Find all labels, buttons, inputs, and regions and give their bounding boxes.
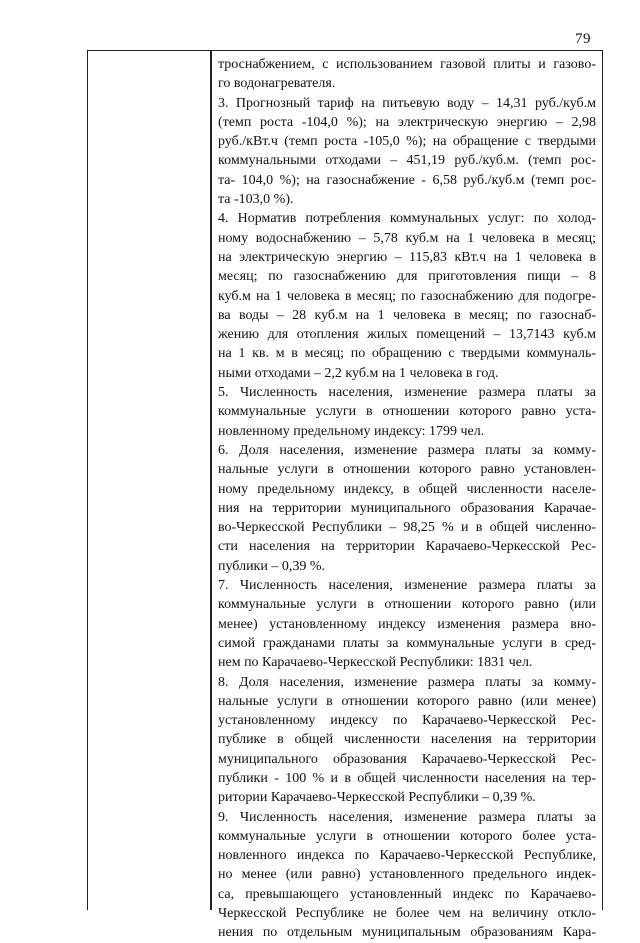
text-line: нения по отдельным муниципальным образованиям Кара- <box>218 925 596 941</box>
text-line: ния на территории муниципального образования Карачае- <box>218 500 596 516</box>
text-line: коммунальными отходами – 451,19 руб./куб.м. (темп рос- <box>218 153 596 169</box>
text-line: коммунальные услуги в отношении которого равно уста- <box>218 404 596 420</box>
text-line: ритории Карачаево-Черкесской Республики – 0,39 %. <box>218 790 536 806</box>
text-line: публики – 0,39 %. <box>218 558 326 574</box>
text-line: симой гражданами платы за коммунальные услуги в сред- <box>218 635 596 651</box>
text-line: та- 104,0 %); на газоснабжение - 6,58 руб./куб.м (темп рос- <box>218 172 596 188</box>
text-line: коммунальные услуги в отношении которого равно (или <box>218 597 596 613</box>
text-line: новленному предельному индексу: 1799 чел. <box>218 423 485 439</box>
text-line: 8. Доля населения, изменение размера платы за комму- <box>218 674 596 690</box>
text-line: месяц; по газоснабжению для приготовления пищи – 8 <box>218 269 596 285</box>
text-line: Черкесской Республике не более чем на величину откло- <box>218 906 596 922</box>
text-line: та -103,0 %). <box>218 192 294 208</box>
text-line: публики - 100 % и в общей численности населения на тер- <box>218 770 596 786</box>
column-divider <box>210 51 212 910</box>
text-line: (темп роста -104,0 %); на электрическую энергию – 2,98 <box>218 114 596 130</box>
text-line: 9. Численность населения, изменение размера платы за <box>218 809 596 825</box>
text-line: куб.м на 1 человека в месяц; по газоснабжению для подогре- <box>218 288 596 304</box>
text-line: ному водоснабжению – 5,78 куб.м на 1 человека в месяц; <box>218 230 596 246</box>
text-line: руб./кВт.ч (темп роста -105,0 %); на обращение с твердыми <box>218 134 596 150</box>
text-line: нальные услуги в отношении которого равно (или менее) <box>218 693 596 709</box>
page-number: 79 <box>575 31 591 47</box>
text-line: сти населения на территории Карачаево-Черкесской Рес- <box>218 539 596 555</box>
table-left-cell <box>88 51 210 910</box>
text-line: нальные услуги в отношении которого равно установлен- <box>218 462 596 478</box>
text-line: новленного индекса по Карачаево-Черкесской Республике, <box>218 848 596 864</box>
text-line: 3. Прогнозный тариф на питьевую воду – 14,31 руб./куб.м <box>218 95 596 111</box>
text-line: 5. Численность населения, изменение размера платы за <box>218 385 596 401</box>
text-line: 6. Доля населения, изменение размера платы за комму- <box>218 442 596 458</box>
text-line: коммунальные услуги в отношении которого более уста- <box>218 828 596 844</box>
text-line: на электрическую энергию – 115,83 кВт.ч на 1 человека в <box>218 249 596 265</box>
text-line: нем по Карачаево-Черкесской Республики: 1831 чел. <box>218 655 533 671</box>
text-line: ными отходами – 2,2 куб.м на 1 человека в год. <box>218 365 499 381</box>
text-line: муниципального образования Карачаево-Черкесской Рес- <box>218 751 596 767</box>
text-line: менее) установленному индексу изменения размера вно- <box>218 616 596 632</box>
text-line: ва воды – 28 куб.м на 1 человека в месяц; по газоснаб- <box>218 307 596 323</box>
document-table <box>87 50 603 941</box>
text-line: го водонагревателя. <box>218 76 336 92</box>
text-line: 4. Норматив потребления коммунальных услуг: по холод- <box>218 211 596 227</box>
text-line: са, превышающего установленный индекс по Карачаево- <box>218 886 596 902</box>
text-line: троснабжением, с использованием газовой плиты и газово- <box>218 57 596 72</box>
text-line: во-Черкесской Республики – 98,25 % и в общей численно- <box>218 520 596 536</box>
text-line: 7. Численность населения, изменение размера платы за <box>218 578 596 594</box>
table-right-cell <box>218 55 596 941</box>
text-line: на 1 кв. м в месяц; по обращению с твердыми коммуналь- <box>218 346 596 362</box>
text-line: ному предельному индексу, в общей численности населе- <box>218 481 596 497</box>
text-line: публике в общей численности населения на территории <box>218 732 596 748</box>
text-line: но менее (или равно) установленного предельного индек- <box>218 867 596 883</box>
text-line: установленному индексу по Карачаево-Черкесской Рес- <box>218 713 596 729</box>
text-line: жению для отопления жилых помещений – 13,7143 куб.м <box>218 327 596 343</box>
